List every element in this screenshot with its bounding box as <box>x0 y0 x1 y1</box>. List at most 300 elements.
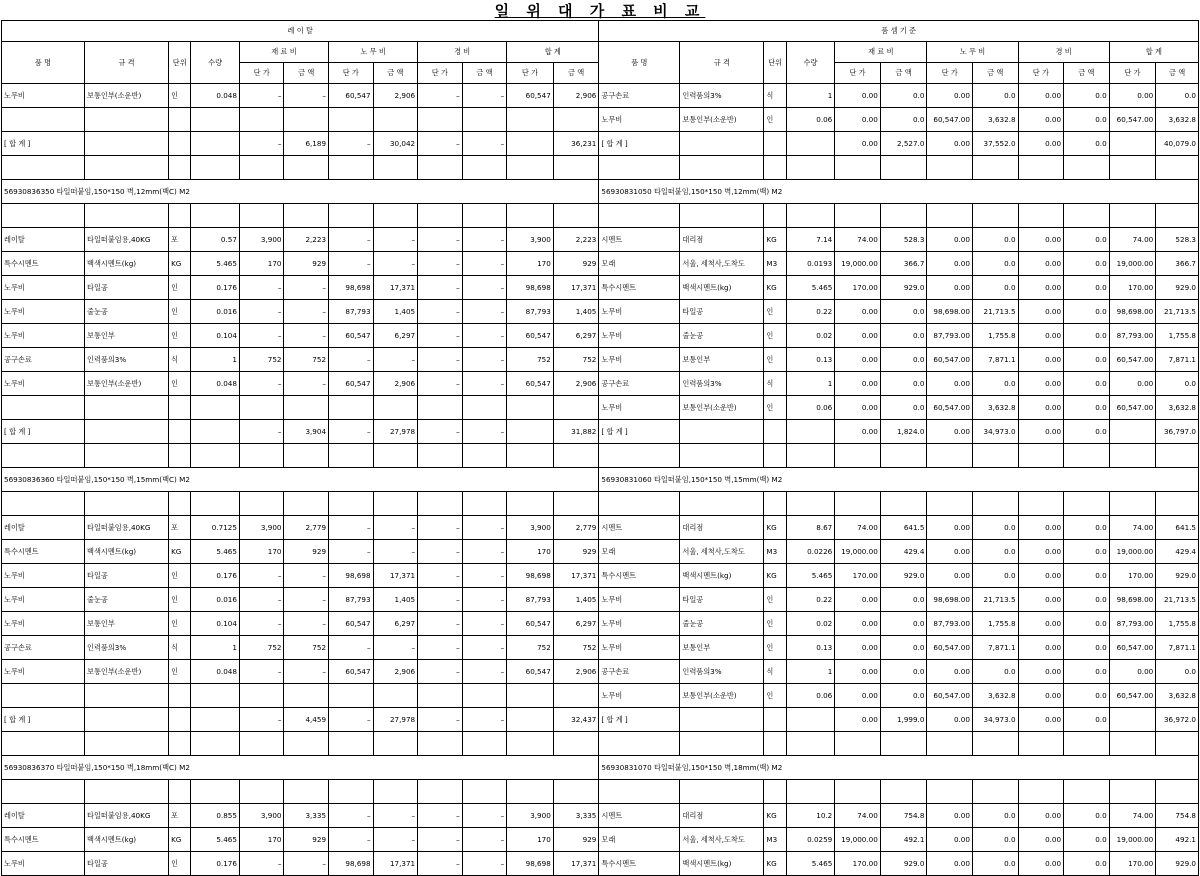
right-total-price-cell: 0.00 <box>1109 660 1156 684</box>
left-expense-amount-cell: – <box>462 564 507 588</box>
left-labor-price-cell: 60,547 <box>329 324 374 348</box>
right-spec-cell: 대리점 <box>680 228 764 252</box>
left-group-header: 레 이 탈 <box>2 21 599 42</box>
left-material-price-cell: 170 <box>239 828 284 852</box>
right-section-code: 56930831050 타일떠붙임,150*150 벽,12mm(백) M2 <box>599 180 1199 204</box>
left-total-price-cell: 3,900 <box>507 516 554 540</box>
left-material-amount-cell: 4,459 <box>284 708 329 732</box>
left-expense-amount-cell: – <box>462 324 507 348</box>
right-expense-price-cell: 0.00 <box>1018 516 1064 540</box>
left-total-amount-cell: 31,882 <box>553 420 599 444</box>
left-spec-cell: 인력품의3% <box>85 348 169 372</box>
left-total-amount-cell: 36,231 <box>553 132 599 156</box>
right-material-amount-cell: 492.1 <box>880 828 927 852</box>
left-material-amount-cell <box>284 492 329 516</box>
right-spec-cell: 보통인부 <box>680 348 764 372</box>
right-qty-cell: 0.02 <box>786 612 835 636</box>
left-expense-amount-cell: – <box>462 84 507 108</box>
left-expense-amount-cell: – <box>462 660 507 684</box>
right-material-amount-cell: 528.3 <box>880 228 927 252</box>
right-spec-cell: 보통인부(소운반) <box>680 396 764 420</box>
right-name-cell: 공구손료 <box>599 660 680 684</box>
left-labor-amount-cell: – <box>373 252 418 276</box>
right-material-amount-cell <box>880 492 927 516</box>
right-expense-price-cell <box>1018 732 1064 756</box>
left-expense-amount-cell: – <box>462 348 507 372</box>
left-material-price-cell <box>239 204 284 228</box>
left-expense-price-cell: – <box>418 420 463 444</box>
left-labor-amount-cell: – <box>373 540 418 564</box>
left-labor-amount-cell: – <box>373 228 418 252</box>
left-total-price-cell <box>507 396 554 420</box>
left-material-price-cell: 3,900 <box>239 516 284 540</box>
left-total-amount-cell <box>553 684 599 708</box>
right-expense-price-cell: 0.00 <box>1018 684 1064 708</box>
left-total-price-cell <box>507 708 554 732</box>
right-labor-amount-cell: 0.0 <box>972 228 1018 252</box>
col-qty-header-r: 수량 <box>786 42 835 84</box>
table-row <box>2 324 1199 348</box>
right-material-price-cell <box>835 156 881 180</box>
table-row <box>2 852 1199 876</box>
left-labor-amount-cell: 2,906 <box>373 84 418 108</box>
amount-header: 금 액 <box>373 63 418 84</box>
right-unit-cell: 인 <box>764 348 786 372</box>
left-expense-amount-cell: – <box>462 804 507 828</box>
left-unit-cell <box>169 492 191 516</box>
left-labor-price-cell: – <box>329 828 374 852</box>
table-row <box>2 372 1199 396</box>
left-labor-amount-cell: – <box>373 828 418 852</box>
left-unit-cell <box>169 780 191 804</box>
left-expense-amount-cell: – <box>462 300 507 324</box>
right-spec-cell <box>680 156 764 180</box>
right-qty-cell <box>786 444 835 468</box>
right-spec-cell: 보통인부 <box>680 636 764 660</box>
right-material-amount-cell: 366.7 <box>880 252 927 276</box>
right-total-amount-cell: 0.0 <box>1156 660 1199 684</box>
left-expense-amount-cell: – <box>462 420 507 444</box>
left-spec-cell <box>85 420 169 444</box>
table-body <box>2 84 1199 876</box>
left-total-amount-cell: 2,906 <box>553 84 599 108</box>
left-name-cell: 공구손료 <box>2 636 85 660</box>
left-material-price-cell: – <box>239 708 284 732</box>
left-material-price-cell: 3,900 <box>239 804 284 828</box>
right-labor-amount-cell: 1,755.8 <box>972 612 1018 636</box>
left-total-price-cell: 170 <box>507 252 554 276</box>
right-expense-amount-cell: 0.0 <box>1064 228 1110 252</box>
right-expense-amount-cell: 0.0 <box>1064 324 1110 348</box>
right-name-cell: 공구손료 <box>599 84 680 108</box>
right-expense-price-cell: 0.00 <box>1018 324 1064 348</box>
left-expense-price-cell: – <box>418 132 463 156</box>
left-name-cell: 노무비 <box>2 372 85 396</box>
left-qty-cell: 0.176 <box>191 276 240 300</box>
left-expense-price-cell: – <box>418 612 463 636</box>
right-unit-cell: 인 <box>764 588 786 612</box>
table-row <box>2 108 1199 132</box>
right-unit-cell <box>764 708 786 732</box>
left-expense-price-cell <box>418 684 463 708</box>
left-material-amount-cell: 2,779 <box>284 516 329 540</box>
right-total-price-cell: 87,793.00 <box>1109 324 1156 348</box>
right-unit-cell: 인 <box>764 636 786 660</box>
left-expense-amount-cell: – <box>462 612 507 636</box>
left-labor-amount-cell: 27,978 <box>373 420 418 444</box>
right-material-amount-cell: 0.0 <box>880 300 927 324</box>
right-expense-price-cell: 0.00 <box>1018 228 1064 252</box>
left-material-amount-cell: 3,335 <box>284 804 329 828</box>
left-labor-price-cell: – <box>329 132 374 156</box>
left-material-amount-cell: – <box>284 84 329 108</box>
right-material-amount-cell: 929.0 <box>880 852 927 876</box>
table-row <box>2 228 1199 252</box>
right-material-price-cell <box>835 492 881 516</box>
right-spec-cell: 타일공 <box>680 588 764 612</box>
left-total-price-cell: 98,698 <box>507 276 554 300</box>
left-expense-amount-cell: – <box>462 828 507 852</box>
right-qty-cell: 1 <box>786 84 835 108</box>
right-total-price-cell: 60,547.00 <box>1109 636 1156 660</box>
left-labor-price-cell: – <box>329 252 374 276</box>
unit-price-header: 단 가 <box>1109 63 1156 84</box>
right-expense-amount-cell: 0.0 <box>1064 396 1110 420</box>
left-spec-cell <box>85 108 169 132</box>
right-expense-amount-cell: 0.0 <box>1064 420 1110 444</box>
right-labor-amount-cell: 0.0 <box>972 804 1018 828</box>
right-material-amount-cell: 929.0 <box>880 564 927 588</box>
left-spec-cell: 보통인부(소운반) <box>85 84 169 108</box>
right-labor-amount-cell: 0.0 <box>972 372 1018 396</box>
left-labor-price-cell <box>329 396 374 420</box>
right-expense-amount-cell: 0.0 <box>1064 252 1110 276</box>
left-name-cell <box>2 684 85 708</box>
left-name-cell <box>2 204 85 228</box>
left-material-price-cell <box>239 396 284 420</box>
right-total-amount-cell: 929.0 <box>1156 564 1199 588</box>
left-name-cell <box>2 108 85 132</box>
left-qty-cell <box>191 156 240 180</box>
left-section-code: 56930836350 타일떠붙임,150*150 벽,12mm(백C) M2 <box>2 180 599 204</box>
left-name-cell: [ 합 계 ] <box>2 132 85 156</box>
left-unit-cell: 인 <box>169 324 191 348</box>
table-row <box>2 660 1199 684</box>
left-labor-amount-cell <box>373 204 418 228</box>
left-qty-cell: 0.104 <box>191 324 240 348</box>
left-name-cell <box>2 156 85 180</box>
left-labor-amount-cell <box>373 492 418 516</box>
left-total-price-cell: 170 <box>507 540 554 564</box>
left-labor-amount-cell <box>373 396 418 420</box>
left-total-price-cell: 60,547 <box>507 612 554 636</box>
left-total-price-cell: 98,698 <box>507 852 554 876</box>
right-name-cell: 모래 <box>599 252 680 276</box>
left-material-amount-cell: – <box>284 276 329 300</box>
left-expense-price-cell: – <box>418 300 463 324</box>
left-labor-amount-cell <box>373 156 418 180</box>
right-unit-cell: KG <box>764 852 786 876</box>
right-material-amount-cell: 2,527.0 <box>880 132 927 156</box>
left-total-amount-cell <box>553 492 599 516</box>
left-unit-cell: 인 <box>169 564 191 588</box>
col-expense-header: 경 비 <box>418 42 507 63</box>
left-spec-cell: 타일떠붙임용,40KG <box>85 228 169 252</box>
left-expense-amount-cell: – <box>462 252 507 276</box>
right-qty-cell: 8.67 <box>786 516 835 540</box>
right-expense-amount-cell: 0.0 <box>1064 804 1110 828</box>
right-material-price-cell: 170.00 <box>835 276 881 300</box>
left-labor-price-cell <box>329 492 374 516</box>
left-labor-price-cell: – <box>329 516 374 540</box>
left-labor-price-cell: – <box>329 540 374 564</box>
table-row <box>2 708 1199 732</box>
left-material-price-cell <box>239 156 284 180</box>
right-labor-amount-cell: 1,755.8 <box>972 324 1018 348</box>
right-labor-price-cell: 60,547.00 <box>927 108 973 132</box>
right-unit-cell: KG <box>764 276 786 300</box>
left-spec-cell: 인력품의3% <box>85 636 169 660</box>
right-material-price-cell: 0.00 <box>835 372 881 396</box>
left-name-cell: 특수시멘트 <box>2 540 85 564</box>
right-name-cell: 시멘트 <box>599 804 680 828</box>
right-name-cell: 노무비 <box>599 108 680 132</box>
left-total-amount-cell: 752 <box>553 348 599 372</box>
right-labor-price-cell: 0.00 <box>927 372 973 396</box>
amount-header: 금 액 <box>1156 63 1199 84</box>
col-expense-header-r: 경 비 <box>1018 42 1109 63</box>
right-expense-price-cell <box>1018 492 1064 516</box>
left-name-cell: 노무비 <box>2 612 85 636</box>
right-spec-cell: 대리점 <box>680 516 764 540</box>
table-row <box>2 204 1199 228</box>
left-expense-amount-cell <box>462 684 507 708</box>
right-name-cell: 노무비 <box>599 612 680 636</box>
right-labor-price-cell: 98,698.00 <box>927 588 973 612</box>
right-expense-price-cell: 0.00 <box>1018 564 1064 588</box>
right-material-amount-cell: 1,999.0 <box>880 708 927 732</box>
left-name-cell: 노무비 <box>2 564 85 588</box>
left-labor-price-cell: – <box>329 636 374 660</box>
left-name-cell: [ 합 계 ] <box>2 420 85 444</box>
left-material-price-cell: – <box>239 660 284 684</box>
right-labor-price-cell: 0.00 <box>927 804 973 828</box>
table-row <box>2 684 1199 708</box>
right-total-amount-cell <box>1156 492 1199 516</box>
right-labor-price-cell: 0.00 <box>927 516 973 540</box>
right-total-amount-cell: 0.0 <box>1156 84 1199 108</box>
right-expense-price-cell: 0.00 <box>1018 84 1064 108</box>
right-total-amount-cell: 7,871.1 <box>1156 636 1199 660</box>
left-total-amount-cell: 6,297 <box>553 612 599 636</box>
left-unit-cell: 인 <box>169 852 191 876</box>
right-labor-amount-cell: 34,973.0 <box>972 420 1018 444</box>
right-material-amount-cell: 641.5 <box>880 516 927 540</box>
right-spec-cell: 백색시멘트(kg) <box>680 852 764 876</box>
right-labor-amount-cell <box>972 156 1018 180</box>
left-material-amount-cell: – <box>284 564 329 588</box>
right-name-cell: 모래 <box>599 540 680 564</box>
left-name-cell: 노무비 <box>2 84 85 108</box>
left-qty-cell: 0.048 <box>191 84 240 108</box>
left-material-amount-cell <box>284 780 329 804</box>
left-expense-price-cell: – <box>418 324 463 348</box>
left-qty-cell: 5.465 <box>191 828 240 852</box>
left-material-amount-cell: 929 <box>284 540 329 564</box>
right-total-amount-cell: 1,755.8 <box>1156 612 1199 636</box>
right-material-amount-cell: 0.0 <box>880 612 927 636</box>
left-total-amount-cell: 3,335 <box>553 804 599 828</box>
comparison-table <box>1 20 1199 876</box>
right-unit-cell: 인 <box>764 684 786 708</box>
table-row <box>2 276 1199 300</box>
left-unit-cell <box>169 420 191 444</box>
left-expense-price-cell <box>418 156 463 180</box>
right-material-amount-cell: 0.0 <box>880 372 927 396</box>
right-total-price-cell <box>1109 156 1156 180</box>
col-unit-header: 단위 <box>169 42 191 84</box>
left-spec-cell <box>85 708 169 732</box>
left-material-amount-cell <box>284 684 329 708</box>
right-labor-amount-cell: 3,632.8 <box>972 684 1018 708</box>
right-name-cell: 특수시멘트 <box>599 852 680 876</box>
amount-header: 금 액 <box>972 63 1018 84</box>
left-unit-cell: 포 <box>169 804 191 828</box>
left-qty-cell: 0.57 <box>191 228 240 252</box>
right-spec-cell: 서울, 세척사,도착도 <box>680 828 764 852</box>
left-spec-cell: 백색시멘트(kg) <box>85 540 169 564</box>
left-labor-price-cell <box>329 684 374 708</box>
right-labor-price-cell: 60,547.00 <box>927 348 973 372</box>
right-labor-price-cell: 60,547.00 <box>927 396 973 420</box>
left-total-amount-cell: 17,371 <box>553 852 599 876</box>
left-material-price-cell: 170 <box>239 540 284 564</box>
left-name-cell: 노무비 <box>2 324 85 348</box>
right-material-amount-cell: 1,824.0 <box>880 420 927 444</box>
amount-header: 금 액 <box>462 63 507 84</box>
right-name-cell: 공구손료 <box>599 372 680 396</box>
left-spec-cell <box>85 492 169 516</box>
left-spec-cell: 타일공 <box>85 276 169 300</box>
left-expense-price-cell: – <box>418 636 463 660</box>
left-qty-cell: 5.465 <box>191 540 240 564</box>
right-material-price-cell: 74.00 <box>835 516 881 540</box>
right-expense-amount-cell: 0.0 <box>1064 708 1110 732</box>
right-expense-price-cell <box>1018 204 1064 228</box>
table-row <box>2 516 1199 540</box>
left-name-cell <box>2 396 85 420</box>
right-labor-price-cell <box>927 444 973 468</box>
left-qty-cell <box>191 732 240 756</box>
left-material-price-cell: 170 <box>239 252 284 276</box>
right-qty-cell: 0.22 <box>786 300 835 324</box>
right-material-price-cell <box>835 444 881 468</box>
left-total-price-cell <box>507 492 554 516</box>
right-qty-cell <box>786 156 835 180</box>
left-labor-price-cell <box>329 204 374 228</box>
right-group-header: 품 셈 기 준 <box>599 21 1199 42</box>
left-material-amount-cell: – <box>284 612 329 636</box>
left-expense-price-cell: – <box>418 372 463 396</box>
right-material-amount-cell: 429.4 <box>880 540 927 564</box>
left-total-amount-cell: 2,906 <box>553 660 599 684</box>
left-material-price-cell: – <box>239 276 284 300</box>
left-spec-cell <box>85 396 169 420</box>
left-labor-amount-cell <box>373 780 418 804</box>
left-qty-cell: 0.016 <box>191 588 240 612</box>
right-total-amount-cell: 3,632.8 <box>1156 396 1199 420</box>
left-material-amount-cell: 929 <box>284 252 329 276</box>
right-unit-cell: 식 <box>764 660 786 684</box>
unit-price-header: 단 가 <box>1018 63 1064 84</box>
left-expense-price-cell: – <box>418 708 463 732</box>
right-expense-amount-cell: 0.0 <box>1064 684 1110 708</box>
right-spec-cell <box>680 132 764 156</box>
table-row <box>2 84 1199 108</box>
left-unit-cell: 인 <box>169 612 191 636</box>
left-name-cell: 레이탈 <box>2 228 85 252</box>
right-unit-cell: 인 <box>764 396 786 420</box>
left-name-cell: 노무비 <box>2 300 85 324</box>
table-row <box>2 420 1199 444</box>
right-expense-price-cell: 0.00 <box>1018 828 1064 852</box>
right-name-cell <box>599 492 680 516</box>
right-name-cell: 노무비 <box>599 348 680 372</box>
left-unit-cell: 포 <box>169 516 191 540</box>
left-material-price-cell <box>239 780 284 804</box>
amount-header: 금 액 <box>284 63 329 84</box>
right-name-cell <box>599 780 680 804</box>
right-expense-price-cell: 0.00 <box>1018 852 1064 876</box>
right-unit-cell: 인 <box>764 108 786 132</box>
right-spec-cell: 백색시멘트(kg) <box>680 564 764 588</box>
col-material-header: 재 료 비 <box>239 42 328 63</box>
unit-price-header: 단 가 <box>927 63 973 84</box>
right-spec-cell: 타일공 <box>680 300 764 324</box>
left-expense-amount-cell: – <box>462 636 507 660</box>
right-qty-cell: 0.22 <box>786 588 835 612</box>
right-name-cell <box>599 732 680 756</box>
left-expense-price-cell: – <box>418 84 463 108</box>
right-spec-cell: 대리점 <box>680 804 764 828</box>
right-name-cell: 특수시멘트 <box>599 276 680 300</box>
right-total-price-cell: 74.00 <box>1109 804 1156 828</box>
left-total-price-cell <box>507 684 554 708</box>
col-name-header-r: 품 명 <box>599 42 680 84</box>
right-total-price-cell <box>1109 444 1156 468</box>
left-unit-cell <box>169 444 191 468</box>
right-unit-cell <box>764 492 786 516</box>
left-material-amount-cell: 929 <box>284 828 329 852</box>
left-expense-price-cell: – <box>418 852 463 876</box>
col-labor-header: 노 무 비 <box>329 42 418 63</box>
left-qty-cell: 0.048 <box>191 660 240 684</box>
left-labor-price-cell: 87,793 <box>329 588 374 612</box>
left-labor-amount-cell: 1,405 <box>373 300 418 324</box>
right-unit-cell <box>764 156 786 180</box>
left-name-cell: 레이탈 <box>2 516 85 540</box>
right-expense-amount-cell: 0.0 <box>1064 564 1110 588</box>
right-total-amount-cell: 40,079.0 <box>1156 132 1199 156</box>
left-labor-price-cell <box>329 780 374 804</box>
section-header-row <box>2 468 1199 492</box>
right-qty-cell: 1 <box>786 372 835 396</box>
left-unit-cell: 인 <box>169 300 191 324</box>
right-total-price-cell: 60,547.00 <box>1109 348 1156 372</box>
right-labor-amount-cell: 0.0 <box>972 660 1018 684</box>
right-labor-price-cell <box>927 732 973 756</box>
right-material-amount-cell <box>880 780 927 804</box>
